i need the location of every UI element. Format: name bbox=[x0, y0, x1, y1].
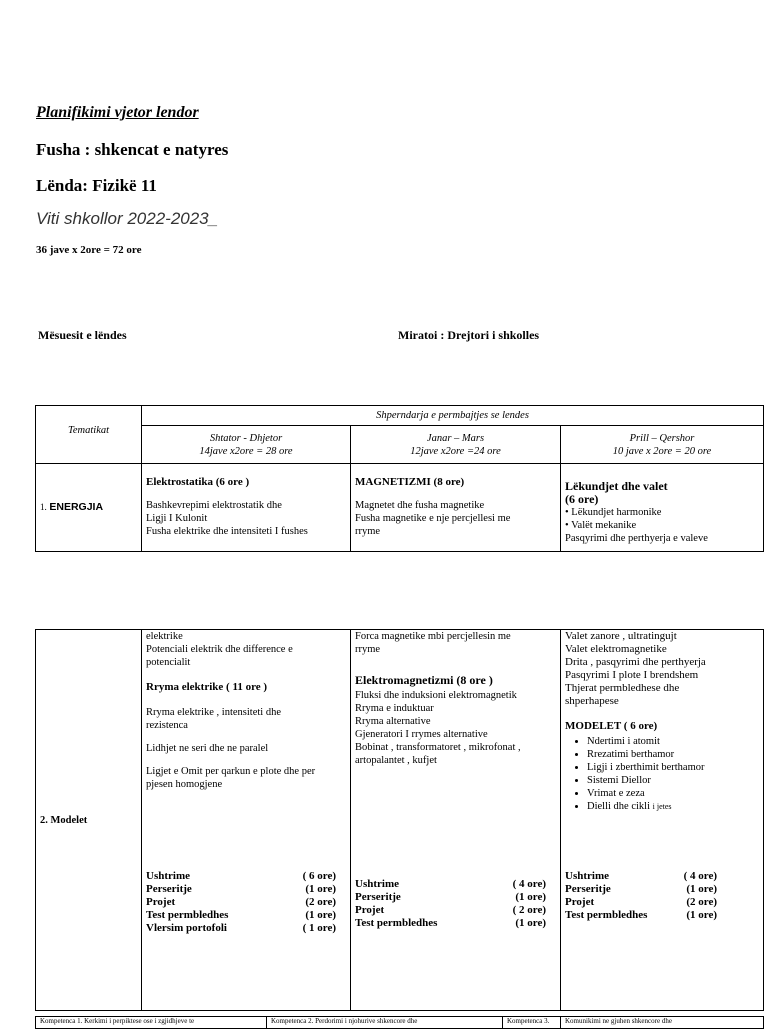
summary-label: Ushtrime bbox=[146, 870, 190, 882]
theme-cell-models: 2. Modelet bbox=[36, 630, 142, 1011]
summary-label: Projet bbox=[565, 896, 595, 908]
content-line: Rryma elektrike , intensiteti dhe bbox=[146, 707, 282, 718]
summary-row bbox=[565, 909, 717, 922]
summary-value: ( 6 ore) bbox=[302, 870, 336, 882]
period-hours: 10 jave x 2ore = 20 ore bbox=[612, 445, 712, 457]
content-line: Valet zanore , ultratingujt bbox=[565, 630, 677, 642]
summary-label: Test permbledhes bbox=[565, 909, 648, 921]
content-line: rezistenca bbox=[146, 720, 188, 731]
theme-number: 1. bbox=[40, 502, 47, 512]
summary-label: Projet bbox=[146, 896, 176, 908]
content-line: Bashkevrepimi elektrostatik dhe bbox=[146, 500, 282, 511]
summary-value: ( 4 ore) bbox=[683, 870, 717, 882]
summary-row bbox=[146, 909, 336, 922]
content-line: • Lëkundjet harmonike bbox=[565, 507, 662, 518]
approval-signature-label: Miratoi : Drejtori i shkolles bbox=[398, 328, 540, 342]
content-line: elektrike bbox=[146, 631, 183, 642]
summary-row bbox=[146, 922, 336, 935]
period-header-1 bbox=[142, 426, 351, 464]
hours-summary-list bbox=[565, 870, 717, 922]
hours-summary: 36 jave x 2ore = 72 ore bbox=[36, 244, 142, 256]
section-title: Elektrostatika (6 ore ) bbox=[146, 476, 250, 488]
content-line: potencialit bbox=[146, 657, 191, 668]
content-line: Forca magnetike mbi percjellesin me bbox=[355, 631, 511, 642]
themes-header: Tematikat bbox=[36, 406, 142, 464]
content-line: shperhapese bbox=[565, 695, 619, 707]
electromagnetism-cell bbox=[351, 630, 561, 1011]
summary-value: (2 ore) bbox=[686, 896, 717, 908]
list-item: • Sistemi Diellor bbox=[587, 774, 759, 787]
list-item: • Ndertimi i atomit bbox=[587, 735, 759, 748]
summary-row bbox=[355, 878, 546, 891]
plan-table-part-2 bbox=[35, 629, 764, 1011]
summary-row bbox=[146, 896, 336, 909]
summary-row bbox=[565, 870, 717, 883]
content-line: Fluksi dhe induksioni elektromagnetik bbox=[355, 690, 517, 701]
summary-label: Vlersim portofoli bbox=[146, 922, 227, 934]
summary-label: Perseritje bbox=[565, 883, 611, 895]
hours-summary-list bbox=[355, 878, 546, 930]
summary-value: (1 ore) bbox=[515, 917, 546, 929]
summary-value: ( 4 ore) bbox=[512, 878, 546, 890]
electric-current-cell bbox=[142, 630, 351, 1011]
content-line: • Valët mekanike bbox=[565, 520, 637, 531]
period-hours: 12jave x2ore =24 ore bbox=[410, 445, 501, 457]
summary-label: Test permbledhes bbox=[355, 917, 438, 929]
content-line: Ligjet e Omit per qarkun e plote dhe per bbox=[146, 766, 316, 777]
waves-models-cell bbox=[561, 630, 764, 1011]
oscillations-cell bbox=[561, 464, 764, 552]
content-line: Fusha elektrike dhe intensiteti I fushes bbox=[146, 526, 308, 537]
summary-value: (1 ore) bbox=[686, 909, 717, 921]
field-heading: Fusha : shkencat e natyres bbox=[36, 140, 229, 159]
electrostatics-cell bbox=[142, 464, 351, 552]
plan-table-part-1 bbox=[35, 405, 764, 552]
content-line: Rryma alternative bbox=[355, 716, 431, 727]
summary-row bbox=[146, 883, 336, 896]
section-title: MODELET ( 6 ore) bbox=[565, 720, 658, 732]
summary-row bbox=[355, 917, 546, 930]
competence-cell-2: Kompetenca 2. Perdorimi i njohurive shkencore dhe bbox=[267, 1017, 503, 1029]
magnetism-cell bbox=[351, 464, 561, 552]
teacher-signature-label: Mësuesit e lëndes bbox=[38, 328, 127, 342]
content-line: pjesen homogjene bbox=[146, 779, 223, 790]
content-line: Pasqyrimi I plote I brendshem bbox=[565, 669, 699, 681]
subject-heading: Lënda: Fizikë 11 bbox=[36, 176, 157, 195]
summary-label: Perseritje bbox=[355, 891, 401, 903]
summary-label: Test permbledhes bbox=[146, 909, 229, 921]
section-subtitle: (6 ore) bbox=[565, 492, 599, 506]
content-line: Rryma e induktuar bbox=[355, 703, 434, 714]
content-line: Valet elektromagnetike bbox=[565, 643, 667, 655]
content-line: rryme bbox=[355, 644, 381, 655]
competence-cell-4: Komunikimi ne gjuhen shkencore dhe bbox=[561, 1017, 764, 1029]
hours-summary-list bbox=[146, 870, 336, 935]
summary-row bbox=[355, 891, 546, 904]
plan-table-part-3 bbox=[35, 1016, 764, 1029]
competence-cell-3: Kompetenca 3. bbox=[503, 1017, 561, 1029]
summary-value: (1 ore) bbox=[305, 883, 336, 895]
period-name: Prill – Qershor bbox=[629, 432, 695, 444]
period-hours: 14jave x2ore = 28 ore bbox=[199, 445, 293, 457]
summary-row bbox=[355, 904, 546, 917]
period-name: Shtator - Dhjetor bbox=[209, 432, 283, 444]
theme-label: ENERGJIA bbox=[49, 501, 104, 513]
distribution-header: Shperndarja e permbajtjes se lendes bbox=[142, 406, 764, 426]
summary-value: ( 1 ore) bbox=[302, 922, 336, 934]
content-line: Magnetet dhe fusha magnetike bbox=[355, 500, 485, 511]
list-item: • Vrimat e zeza bbox=[587, 787, 759, 800]
content-line: Thjerat permbledhese dhe bbox=[565, 682, 680, 694]
content-line: Pasqyrimi dhe perthyerja e valeve bbox=[565, 533, 708, 544]
models-list bbox=[565, 735, 759, 813]
school-year: Viti shkollor 2022-2023_ bbox=[36, 209, 219, 228]
theme-cell-energy bbox=[36, 464, 142, 552]
content-line: artopalantet , kufjet bbox=[355, 755, 437, 766]
content-line: Ligji I Kulonit bbox=[146, 513, 208, 524]
summary-value: ( 2 ore) bbox=[512, 904, 546, 916]
content-line: Fusha magnetike e nje percjellesi me bbox=[355, 513, 511, 524]
content-line: rryme bbox=[355, 526, 381, 537]
summary-value: (2 ore) bbox=[305, 896, 336, 908]
document-title: Planifikimi vjetor lendor bbox=[36, 104, 199, 121]
content-line: Gjeneratori I rrymes alternative bbox=[355, 729, 488, 740]
list-item: • Ligji i zberthimit berthamor bbox=[587, 761, 759, 774]
period-name: Janar – Mars bbox=[426, 432, 485, 444]
list-item: • Rrezatimi berthamor bbox=[587, 748, 759, 761]
content-line: Potenciali elektrik dhe difference e bbox=[146, 644, 293, 655]
list-item-text: Dielli dhe cikli bbox=[587, 801, 650, 812]
summary-label: Ushtrime bbox=[355, 878, 399, 890]
summary-value: (1 ore) bbox=[686, 883, 717, 895]
list-item bbox=[587, 800, 759, 813]
summary-value: (1 ore) bbox=[515, 891, 546, 903]
competence-cell-1: Kompetenca 1. Kerkimi i perpiktese ose i zgjidhjeve te bbox=[36, 1017, 267, 1029]
content-line: Lidhjet ne seri dhe ne paralel bbox=[146, 743, 269, 754]
content-line: Drita , pasqyrimi dhe perthyerja bbox=[565, 656, 706, 668]
section-title: Lëkundjet dhe valet bbox=[565, 479, 668, 493]
period-header-3 bbox=[561, 426, 764, 464]
summary-value: (1 ore) bbox=[305, 909, 336, 921]
summary-row bbox=[146, 870, 336, 883]
section-title: Elektromagnetizmi (8 ore ) bbox=[355, 673, 493, 687]
summary-row bbox=[565, 896, 717, 909]
list-item-suffix: i jetes bbox=[652, 802, 672, 811]
summary-label: Perseritje bbox=[146, 883, 192, 895]
section-title: Rryma elektrike ( 11 ore ) bbox=[146, 681, 268, 693]
summary-label: Ushtrime bbox=[565, 870, 609, 882]
content-line: Bobinat , transformatoret , mikrofonat , bbox=[355, 742, 521, 753]
summary-label: Projet bbox=[355, 904, 385, 916]
summary-row bbox=[565, 883, 717, 896]
section-title: MAGNETIZMI (8 ore) bbox=[355, 476, 465, 488]
period-header-2 bbox=[351, 426, 561, 464]
